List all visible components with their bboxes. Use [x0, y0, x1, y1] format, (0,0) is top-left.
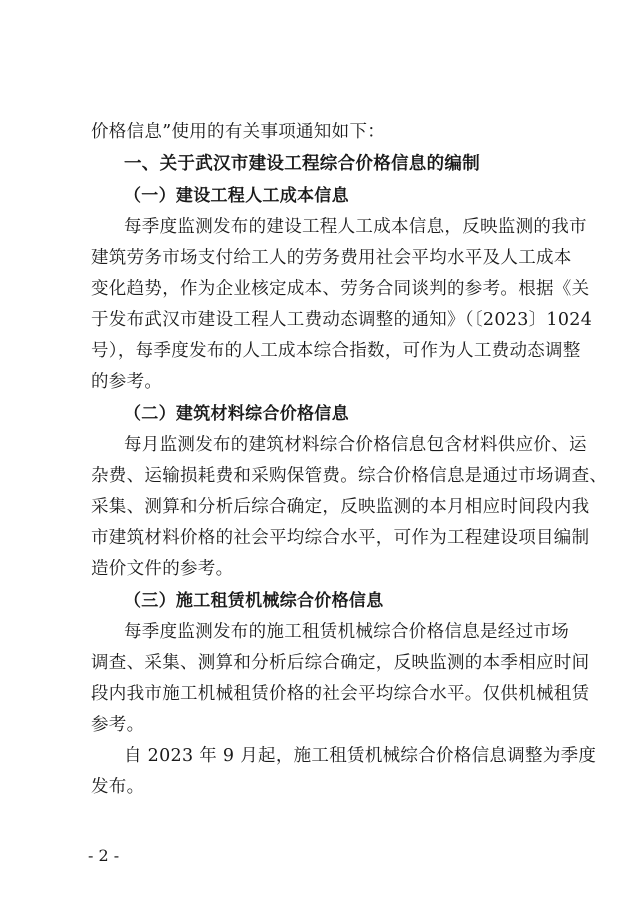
text-line: 的参考。 — [91, 372, 163, 392]
subsection-heading: （三）施工租赁机械综合价格信息 — [124, 591, 384, 611]
text-line: 每季度监测发布的施工租赁机械综合价格信息是经过市场 — [124, 622, 569, 642]
text-line: 造价文件的参考。 — [91, 559, 234, 579]
subsection-heading: （一）建设工程人工成本信息 — [124, 186, 349, 206]
text-line: 调查、采集、测算和分析后综合确定，反映监测的本季相应时间 — [91, 653, 590, 673]
text-line: 建筑劳务市场支付给工人的劳务费用社会平均水平及人工成本 — [91, 248, 572, 268]
subsection-heading: （二）建筑材料综合价格信息 — [124, 404, 349, 424]
text-line: 自 2023 年 9 月起，施工租赁机械综合价格信息调整为季度 — [124, 746, 597, 766]
text-line: 每季度监测发布的建设工程人工成本信息，反映监测的我市 — [124, 217, 587, 237]
text-line: 发布。 — [91, 777, 145, 797]
section-heading: 一、关于武汉市建设工程综合价格信息的编制 — [124, 154, 480, 174]
text-line: 段内我市施工机械租赁价格的社会平均综合水平。仅供机械租赁 — [91, 684, 590, 704]
text-line: 市建筑材料价格的社会平均综合水平，可作为工程建设项目编制 — [91, 528, 590, 548]
text-line: 杂费、运输损耗费和采购保管费。综合价格信息是通过市场调查、 — [91, 466, 608, 486]
text-line: 每月监测发布的建筑材料综合价格信息包含材料供应价、运 — [124, 435, 587, 455]
text-line: 号），每季度发布的人工成本综合指数，可作为人工费动态调整 — [91, 341, 581, 361]
text-line: 采集、测算和分析后综合确定，反映监测的本月相应时间段内我 — [91, 497, 590, 517]
page-number: - 2 - — [88, 846, 120, 865]
text-line: 参考。 — [91, 715, 145, 735]
text-line: 价格信息”使用的有关事项通知如下： — [91, 122, 386, 142]
text-line: 变化趋势，作为企业核定成本、劳务合同谈判的参考。根据《关 — [91, 279, 590, 299]
text-line: 于发布武汉市建设工程人工费动态调整的通知》（〔2023〕1024 — [91, 310, 593, 330]
